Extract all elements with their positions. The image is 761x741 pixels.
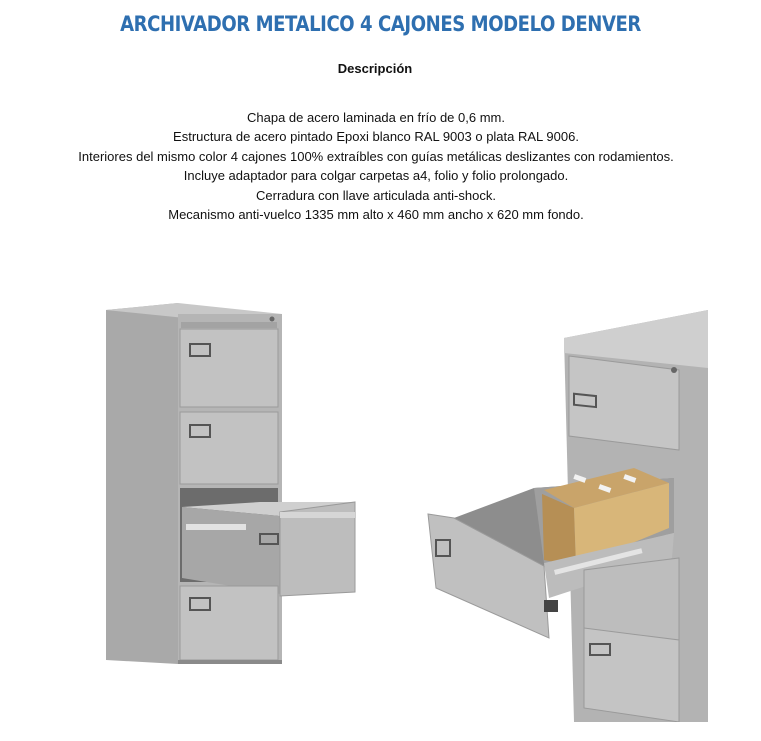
description-line: Incluye adaptador para colgar carpetas a4, folio y folio prolongado. xyxy=(183,168,569,184)
cabinet-open-drawer-image xyxy=(424,308,708,722)
description-line: Interiores del mismo color 4 cajones 100% extraíbles con guías metálicas deslizantes con rodamientos. xyxy=(78,148,674,164)
section-heading: Descripción xyxy=(337,61,413,76)
description-line: Cerradura con llave articulada anti-shock. xyxy=(256,187,496,203)
description-block xyxy=(0,108,752,224)
cabinet-front-image xyxy=(100,302,360,672)
page-title: ARCHIVADOR METALICO 4 CAJONES MODELO DENVER xyxy=(120,12,641,36)
description-line: Mecanismo anti-vuelco 1335 mm alto x 460 mm ancho x 620 mm fondo. xyxy=(168,207,584,223)
description-line: Estructura de acero pintado Epoxi blanco RAL 9003 o plata RAL 9006. xyxy=(173,129,579,145)
description-line: Chapa de acero laminada en frío de 0,6 mm. xyxy=(247,110,505,125)
